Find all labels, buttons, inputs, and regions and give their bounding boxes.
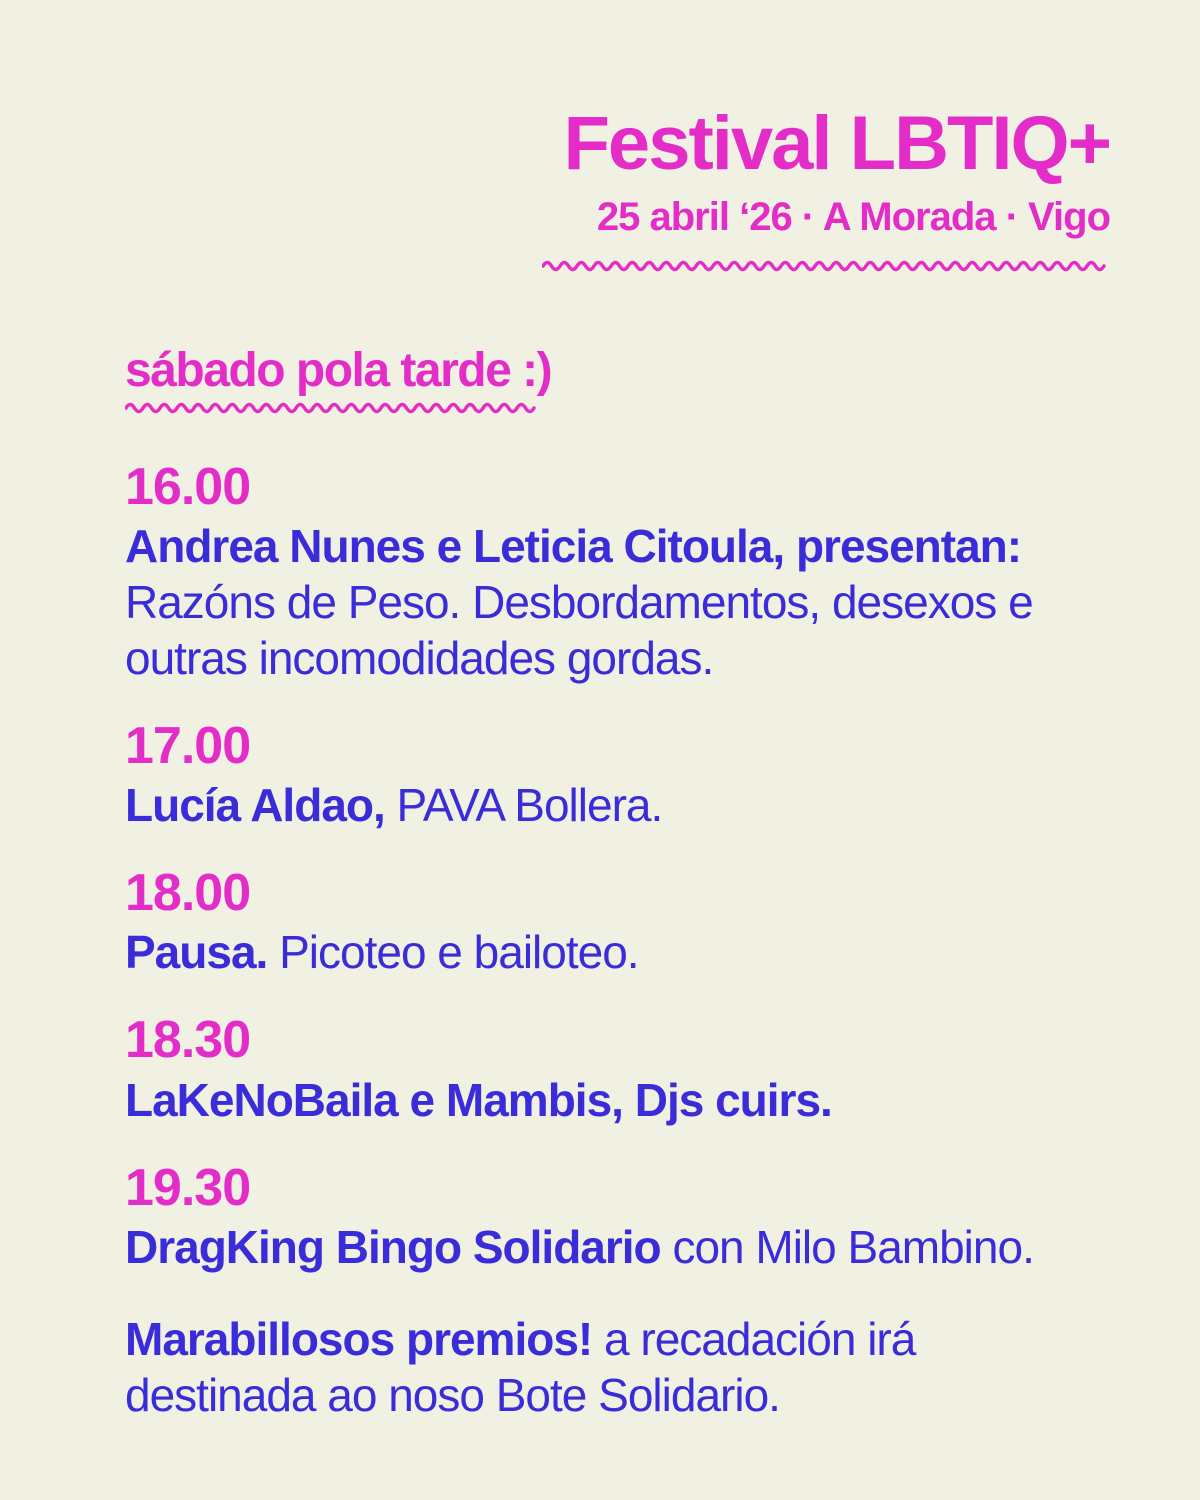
event-description: [125, 777, 1110, 833]
event-time: 19.30: [125, 1158, 251, 1217]
festival-date-location: 25 abril ‘26 · A Morada · Vigo: [596, 195, 1110, 239]
event-text-segment: Marabillosos premios!: [125, 1312, 593, 1365]
section-heading: sábado pola tarde :): [125, 344, 552, 397]
event-text-segment: Picoteo e bailoteo.: [267, 926, 639, 979]
schedule-item: [125, 1012, 1110, 1127]
event-text-line: [125, 518, 1110, 574]
event-time: 17.00: [125, 716, 251, 775]
festival-title: Festival LBTIQ+: [563, 101, 1110, 186]
event-text-line: [125, 1311, 1110, 1367]
event-description: [125, 924, 1110, 980]
footer-note: [125, 1311, 1110, 1423]
event-text-segment: PAVA Bollera.: [384, 779, 663, 832]
event-description: [125, 518, 1110, 686]
wavy-underline-icon: [125, 400, 543, 416]
section-heading-block: [125, 345, 1110, 421]
event-description: [125, 1219, 1110, 1275]
schedule-item: [125, 718, 1110, 833]
schedule-item: [125, 865, 1110, 980]
event-text-segment: Razóns de Peso. Desbordamentos, desexos e: [125, 575, 1033, 628]
event-text-segment: LaKeNoBaila e Mambis, Djs cuirs.: [125, 1073, 832, 1126]
header: [125, 101, 1110, 279]
event-time: 16.00: [125, 457, 251, 516]
event-text-segment: outras incomodidades gordas.: [125, 631, 714, 684]
schedule-list: [125, 459, 1110, 1275]
event-text-line: [125, 1367, 1110, 1423]
event-time: 18.00: [125, 864, 251, 923]
event-text-line: [125, 1072, 1110, 1128]
event-text-segment: Lucía Aldao,: [125, 779, 385, 832]
event-text-segment: Andrea Nunes e Leticia Citoula, presentan:: [125, 519, 1022, 572]
event-text-line: [125, 777, 1110, 833]
event-text-line: [125, 574, 1110, 630]
schedule-item: [125, 1160, 1110, 1275]
event-text-line: [125, 924, 1110, 980]
event-text-line: [125, 630, 1110, 686]
event-text-segment: a recadación irá: [592, 1312, 916, 1365]
event-text-segment: con Milo Bambino.: [660, 1220, 1034, 1273]
event-text-segment: Pausa.: [125, 926, 268, 979]
event-text-line: [125, 1219, 1110, 1275]
wavy-underline-icon: [542, 258, 1110, 274]
event-description: [125, 1072, 1110, 1128]
event-text-segment: DragKing Bingo Solidario: [125, 1220, 661, 1273]
schedule-item: [125, 459, 1110, 686]
event-time: 18.30: [125, 1011, 251, 1070]
event-text-segment: destinada ao noso Bote Solidario.: [125, 1368, 780, 1421]
